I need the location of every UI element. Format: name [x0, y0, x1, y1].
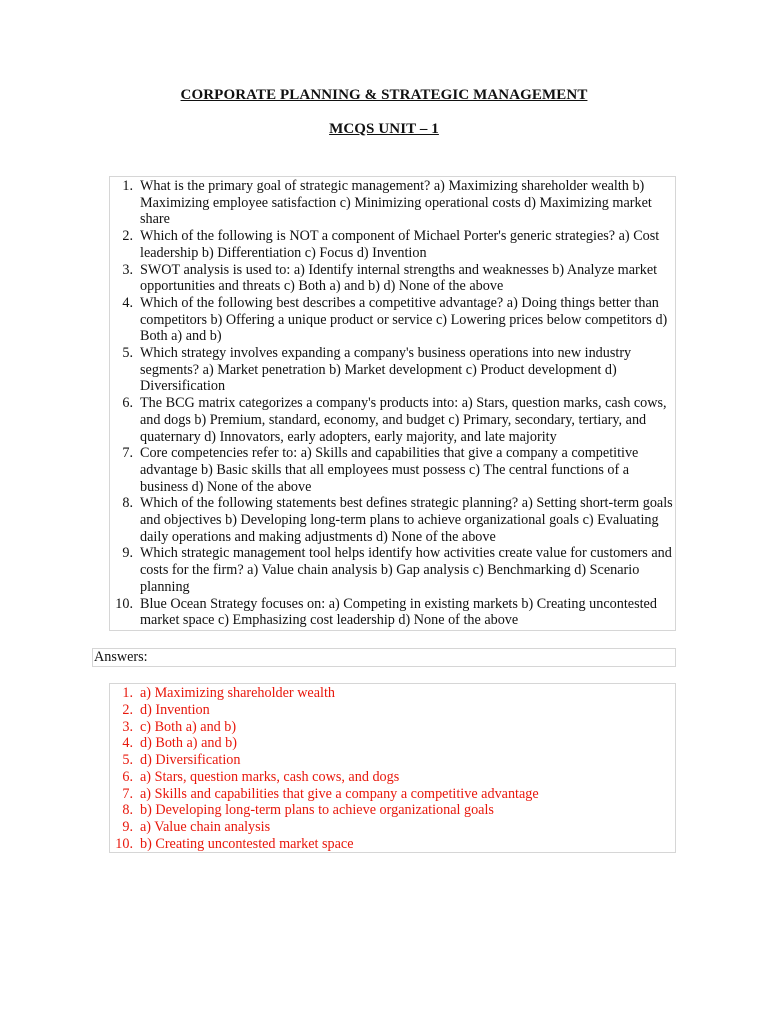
question-text: Which strategic management tool helps identify how activities create value for customers and costs for the firm? a) Value chain analysis b) Gap analysis c) Benchmarking d) Scenario planning — [140, 545, 672, 595]
answer-number: 2. — [122, 701, 133, 718]
question-item — [110, 345, 675, 395]
document-subtitle: MCQS UNIT – 1 — [329, 121, 439, 137]
question-item — [110, 495, 675, 545]
question-number: 7. — [122, 445, 133, 462]
answer-number: 9. — [122, 819, 133, 835]
question-item — [110, 545, 675, 595]
answer-text: d) Diversification — [140, 752, 241, 768]
question-text: Core competencies refer to: a) Skills and capabilities that give a company a competitive advantage b) Basic skills that all employees must possess c) The central functions of a business d) None of the above — [140, 445, 639, 495]
answer-item — [110, 719, 675, 736]
question-text: SWOT analysis is used to: a) Identify internal strengths and weaknesses b) Analyze market opportunities and threats c) Both a) and b) d) None of the above — [140, 261, 658, 295]
answer-number: 4. — [122, 735, 133, 752]
answer-number: 5. — [122, 752, 133, 768]
question-number: 2. — [122, 228, 133, 245]
answers-label-box — [92, 648, 676, 667]
answer-text: b) Developing long-term plans to achieve organizational goals — [140, 802, 494, 819]
question-number: 4. — [122, 294, 133, 311]
answer-text: a) Maximizing shareholder wealth — [140, 685, 336, 701]
question-text: Blue Ocean Strategy focuses on: a) Competing in existing markets b) Creating uncontested market space c) Emphasizing cost leadership d) None of the above — [140, 595, 657, 629]
answer-number: 8. — [122, 802, 133, 819]
question-number: 10. — [115, 595, 133, 612]
question-number: 6. — [122, 395, 133, 412]
answer-text: a) Skills and capabilities that give a company a competitive advantage — [140, 785, 539, 802]
answer-item — [110, 786, 675, 803]
question-item — [110, 596, 675, 629]
answer-item — [110, 685, 675, 702]
question-item — [110, 445, 675, 495]
question-text: The BCG matrix categorizes a company's products into: a) Stars, question marks, cash cows, and dogs b) Premium, standard, economy, and budget c) Primary, secondary, tertiary, and quaternary d) Innovators, early adopters, early majority, and late majority — [140, 395, 667, 445]
question-number: 9. — [122, 545, 133, 562]
answer-item — [110, 836, 675, 853]
answer-text: a) Stars, question marks, cash cows, and dogs — [140, 768, 400, 785]
answer-number: 7. — [122, 785, 133, 802]
answer-item — [110, 819, 675, 836]
answers-label: Answers: — [94, 649, 148, 665]
question-item — [110, 228, 675, 261]
question-text: Which strategy involves expanding a company's business operations into new industry segments? a) Market penetration b) Market development c) Product development d) Diversification — [140, 345, 632, 395]
question-text: Which of the following best describes a competitive advantage? a) Doing things better than competitors b) Offering a unique product or service c) Lowering prices below competitors d) Both a) and b) — [140, 294, 668, 345]
question-number: 3. — [122, 261, 133, 278]
question-number: 5. — [122, 345, 133, 362]
question-item — [110, 295, 675, 345]
question-text: Which of the following is NOT a component of Michael Porter's generic strategies? a) Cost leadership b) Differentiation c) Focus d) Invention — [140, 228, 660, 261]
answers-box — [109, 683, 676, 853]
answer-text: c) Both a) and b) — [140, 718, 237, 735]
answer-number: 1. — [122, 685, 133, 701]
document-title: CORPORATE PLANNING & STRATEGIC MANAGEMENT — [180, 87, 588, 103]
answer-item — [110, 769, 675, 786]
question-text: What is the primary goal of strategic management? a) Maximizing shareholder wealth b) Maximizing employee satisfaction c) Minimizing operational costs d) Maximizing market share — [140, 178, 652, 228]
answers-list — [110, 685, 675, 853]
answer-text: d) Both a) and b) — [140, 735, 237, 752]
question-number: 1. — [122, 178, 133, 194]
answer-item — [110, 802, 675, 819]
question-item — [110, 178, 675, 228]
question-item — [110, 262, 675, 295]
answer-item — [110, 702, 675, 719]
question-text: Which of the following statements best defines strategic planning? a) Setting short-term goals and objectives b) Developing long-term plans to achieve organizational goals c) Evaluating daily operations and making adjustments d) None of the above — [140, 495, 673, 545]
answer-item — [110, 752, 675, 769]
answer-text: b) Creating uncontested market space — [140, 835, 354, 852]
question-number: 8. — [122, 495, 133, 512]
answer-number: 10. — [115, 835, 133, 852]
answer-item — [110, 735, 675, 752]
questions-list — [110, 178, 675, 629]
answer-text: a) Value chain analysis — [140, 819, 271, 835]
questions-box — [109, 176, 676, 631]
answer-number: 6. — [122, 768, 133, 785]
answer-number: 3. — [122, 718, 133, 735]
answer-text: d) Invention — [140, 701, 210, 718]
question-item — [110, 395, 675, 445]
